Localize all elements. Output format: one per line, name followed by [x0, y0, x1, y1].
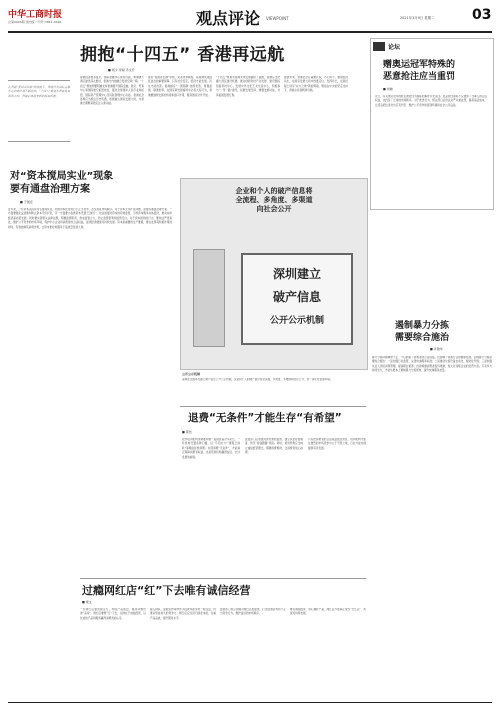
masthead	[8, 6, 492, 32]
hongkong-body-col2: 落实“爱国者治港”原则，完善选举制度，是香港实现由乱到治的重要保障。只有社会安定，经济才能发展，民生才能改善。香港拥有“一国两制”独特优势，背靠祖国、联通世界，在国家新发展格局中必将大有可为，香港要继续发挥好桥梁和窗口作用，服务国家对外开放。	[148, 76, 212, 97]
hongkong-body-col1: 香港经济稳步复苏，国际金融中心地位巩固，粤港澳大湾区建设深入推进，香港与内地融合发展空间广阔。“十四五”规划纲要明确支持香港提升国际金融、航运、贸易中心和国际航空枢纽地位，强化全球离岸人民币业务枢纽、国际资产管理中心及风险管理中心功能。香港社会各界应当抓住历史机遇，积极融入国家发展大局，为香港长期繁荣稳定注入新动能。	[80, 76, 144, 106]
capital-headline: 对“资本搅局实业”现象 要有通盘治理方案	[10, 171, 114, 195]
wanghong-headline: 过瘾网红店“红”下去唯有诚信经营	[82, 584, 251, 597]
wucai-byline: ■ 郭浩	[182, 430, 192, 434]
wanghong-body-col1: 一些网红店靠营销走红，却因产品质量、服务问题迅速“凉凉”。网红店要想“红”下去，关键在于诚信经营，以优质的产品和服务赢得消费者的认可。	[80, 608, 146, 620]
forum-headline: 赠奥运冠军特殊的 恶意抢注应当重罚	[383, 60, 456, 82]
forum-byline: ■ 刘晓	[383, 87, 393, 91]
wanghong-body-col3: 监管部门也应加强对网红店的监管，打击虚假宣传和不正当竞争行为，维护良好的市场秩序。	[220, 608, 286, 616]
section-title: 观点评论	[196, 9, 261, 28]
sign-line-1: 深圳建立	[272, 267, 321, 281]
sidebar-quote-text: 在香港“爱国者治港”的前提下，香港作为国际金融中心的地位将不断巩固，“十四五”规划为香港发展指明方向，香港必将迎来新的发展机遇。	[8, 85, 70, 98]
graphic-building-icon	[193, 249, 225, 347]
sign-line-2: 破产信息	[272, 290, 321, 304]
paper-info: 总第9000期 国内统一刊号 CN11-0094	[8, 20, 62, 24]
wucai-body-col1: 校外培训机构退费难问题一直困扰着众多家长。一些机构设置各种门槛，以“不可抗力”“课程已消耗”等理由拒绝退费。实现退费“无条件”，才能真正保障消费者权益，也是培训机构赢得信任、长远发展的前提。	[182, 438, 240, 459]
wanghong-divider	[80, 578, 366, 579]
wucai-divider	[180, 406, 366, 407]
wucai-body-col2: 监管部门应加强对预付费的监管，建立资金存管制度，防范“卷钱跑路”风险。同时，培训机构应当树立诚信经营理念，明确退费规则，让消费者放心消费。	[245, 438, 303, 455]
forum-body: 近日，有关奥运冠军的姓名被抢注为商标的事件引发关注。恶意抢注商标不仅侵害了当事人的合法权益，也扰乱了正常的市场秩序。对于此类行为，相关部门应依法从严从重处罚，提高违法成本，让恶意抢注者付出应有代价，维护公平竞争的营商环境和社会公序良俗。	[375, 95, 487, 107]
forum-tag-box	[373, 42, 385, 51]
footer-rule	[8, 702, 492, 703]
sign-line-3: 公开公示机制	[269, 316, 324, 326]
graphic-caption	[199, 187, 349, 214]
capital-body: 近年来，一些资本以投资为名搅局实业，利用资本优势进行不正当竞争，甚至扰乱市场秩序。对于资本无序扩张问题，需要有通盘治理方案。一方面要强化反垄断和防止资本无序扩张，另一方面要为各类资本设置“红绿灯”，依法加强对资本的有效监管，引导资本服务实体经济，推动实体经济高质量发展。同时要完善相关法律法规，明确监管职责，形成监管合力，防止监管套利和监管空白。对于资本搅局的行为，要依法严肃查处，维护公平竞争的市场环境，保护中小企业和消费者的合法权益，促进经济健康可持续发展。资本是重要的生产要素，要在发挥其积极作用的同时，有效控制其消极作用，让资本更好地服务于高质量发展大局。	[8, 208, 172, 229]
caption-line-2: 全流程、多角度、多渠道	[235, 196, 313, 204]
sidebar-quote	[8, 80, 70, 142]
wucai-body-col3: 只有把消费者的合法权益放在首位，培训机构才能在激烈的市场竞争中立于不败之地，行业才能实现健康有序发展。	[308, 438, 366, 450]
hongkong-byline: ■ 胡少 李娟 齐文升	[108, 68, 135, 72]
consumer-headline: 遏制暴力分拣 需要综合施治	[395, 321, 450, 343]
hongkong-headline: 拥抱“十四五” 香港再远航	[80, 45, 285, 65]
forum-tag: 论坛	[388, 44, 401, 51]
consumer-body: 暴力分拣问题屡禁不止，不仅损害了消费者的合法权益，也影响了快递行业的健康发展。治理暴力分拣需要综合施治：一是加强行业监管，完善快递服务标准；二是推动分拣设备自动化、智能化升级；三是加强从业人员培训和管理，提高职业素养；四是畅通消费者投诉渠道，加大对违规企业的处罚力度。只有多方协同发力，才能从根本上遏制暴力分拣现象，提升快递服务质量。	[372, 356, 492, 373]
capital-byline: ■ 于国安	[20, 200, 33, 204]
page-number: 03	[472, 7, 492, 23]
caption-line-3: 向社会公开	[256, 205, 292, 213]
graphic-caption-text: 深圳在全国率先建立破产信息公开公示机制，企业和个人的破产信息将全流程、多角度、多渠道向社会公开，进一步优化营商环境。	[182, 378, 333, 381]
hongkong-body-col4: 展望未来，香港社会应凝聚共识，齐心协力，聚焦经济民生，在国家发展大局中找准定位，发挥所长，在新征程上续写“东方之珠”新的辉煌。相信在中央的坚定支持下，香港必将扬帆再远航。	[284, 76, 348, 93]
wanghong-byline: ■ 梁文	[82, 600, 92, 604]
issue-date: 2021年3月9日 星期二	[400, 16, 435, 20]
graphic-title: 公开公示机制	[182, 372, 201, 376]
section-en: VIEWPOINT	[266, 16, 289, 21]
wucai-headline: 退费“无条件”才能生存“有希望”	[188, 412, 342, 424]
caption-line-1: 企业和个人的破产信息将	[235, 187, 313, 195]
bankruptcy-graphic	[180, 178, 368, 370]
consumer-byline: ■ 许敬华	[430, 347, 443, 351]
wanghong-body-col4: 唯有诚信经营、用心做好产品，网红店才能真正成为“长红店”，实现可持续发展。	[290, 608, 366, 616]
wanghong-body-col2: 雇人排队、虚假宣传等炒作手段或许能带来一时流量，但难以形成持久的竞争力。网红店应当回归商业本质，注重产品品质，提升服务水平。	[150, 608, 216, 620]
graphic-sign	[241, 253, 353, 345]
paper-name: 中华工商时报	[8, 10, 63, 20]
masthead-rule	[8, 31, 492, 33]
hongkong-body-col3: “十四五”规划为香港未来发展描绘了蓝图，香港应当把握大湾区建设机遇，推动创新科技产业发展，建设国际创新科技中心，发展中外文化艺术交流中心，积极参与“一带一路”建设，拓展发展空间，增强发展动能，共享祖国发展红利。	[216, 76, 280, 97]
forum-box	[370, 38, 494, 210]
